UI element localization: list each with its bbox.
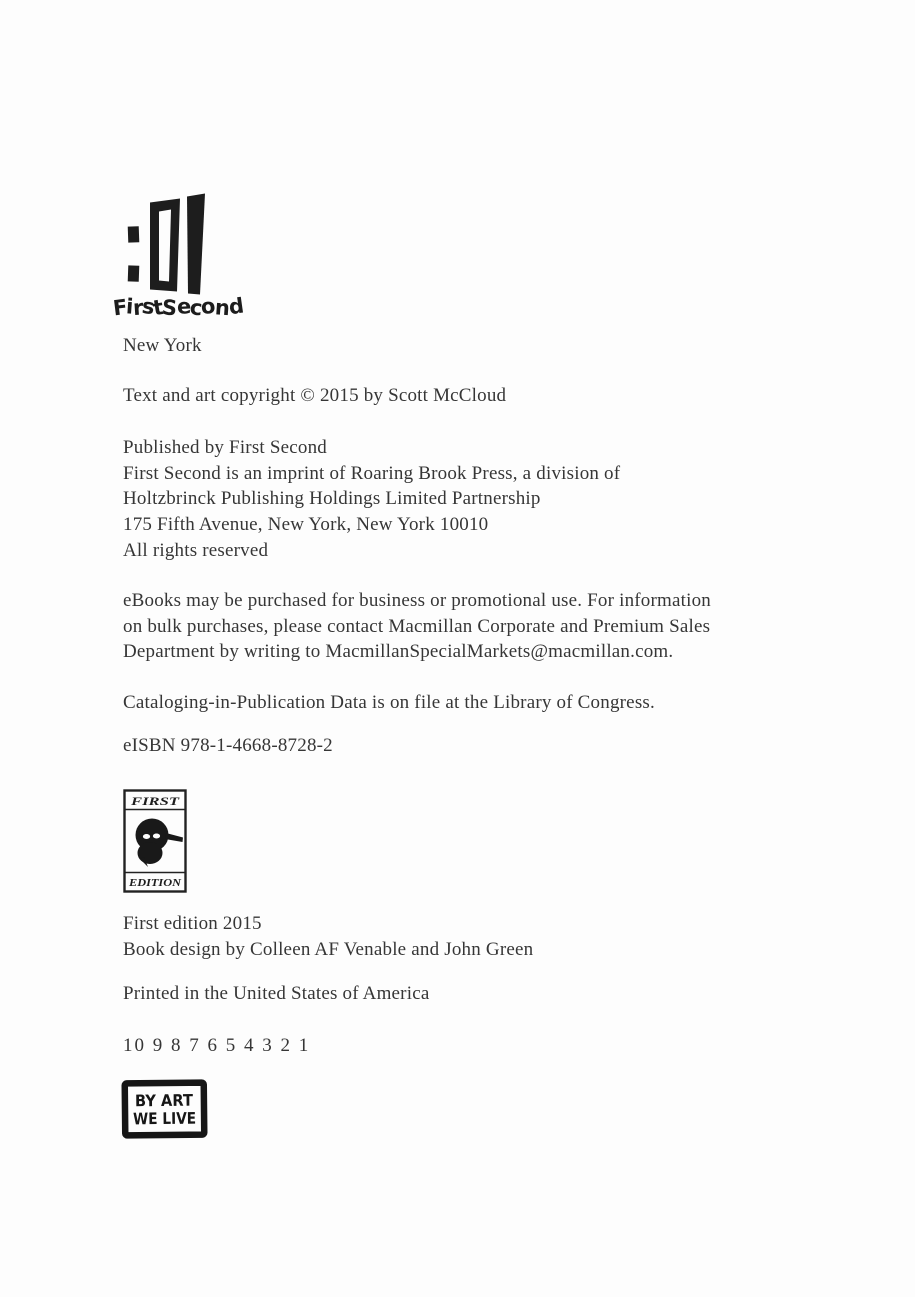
ebook-notice-line: Department by writing to MacmillanSpecialMarkets@macmillan.com.	[123, 641, 674, 663]
imprint-line: All rights reserved	[123, 539, 269, 561]
ebook-notice-block	[123, 588, 711, 665]
imprint-block	[123, 435, 620, 564]
imprint-line: Holtzbrinck Publishing Holdings Limited Partnership	[123, 488, 541, 510]
first-edition-stamp-bottom-label: EDITION	[127, 878, 182, 889]
printed-line: Printed in the United States of America	[123, 983, 430, 1004]
edition-line: Book design by Colleen AF Venable and John Green	[123, 938, 534, 960]
imprint-line: Published by First Second	[123, 437, 327, 458]
edition-block	[123, 911, 533, 962]
by-art-we-live-stamp	[121, 1079, 209, 1140]
by-art-stamp-line1: BY ART	[134, 1090, 199, 1111]
first-second-01-logo-icon	[126, 192, 206, 297]
copyright-line: Text and art copyright © 2015 by Scott McCloud	[123, 385, 507, 406]
imprint-line: 175 Fifth Avenue, New York, New York 10010	[123, 514, 489, 536]
by-art-stamp-line2: WE LIVE	[133, 1108, 207, 1129]
ebook-notice-line: eBooks may be purchased for business or promotional use. For information	[123, 590, 711, 611]
cataloging-line: Cataloging-in-Publication Data is on file at the Library of Congress.	[123, 692, 655, 713]
ebook-notice-line: on bulk purchases, please contact Macmillan Corporate and Premium Sales	[123, 615, 711, 637]
imprint-line: First Second is an imprint of Roaring Brook Press, a division of	[123, 462, 621, 484]
printing-number-line: 10 9 8 7 6 5 4 3 2 1	[123, 1035, 311, 1056]
first-edition-stamp-top-label: FIRST	[129, 794, 180, 808]
eisbn-line: eISBN 978-1-4668-8728-2	[123, 735, 333, 756]
first-edition-stamp	[123, 789, 187, 893]
publisher-city: New York	[123, 335, 202, 356]
first-edition-mascot-icon	[136, 819, 184, 868]
first-second-wordmark: FirstSecond	[111, 293, 245, 321]
edition-line: First edition 2015	[123, 913, 262, 934]
